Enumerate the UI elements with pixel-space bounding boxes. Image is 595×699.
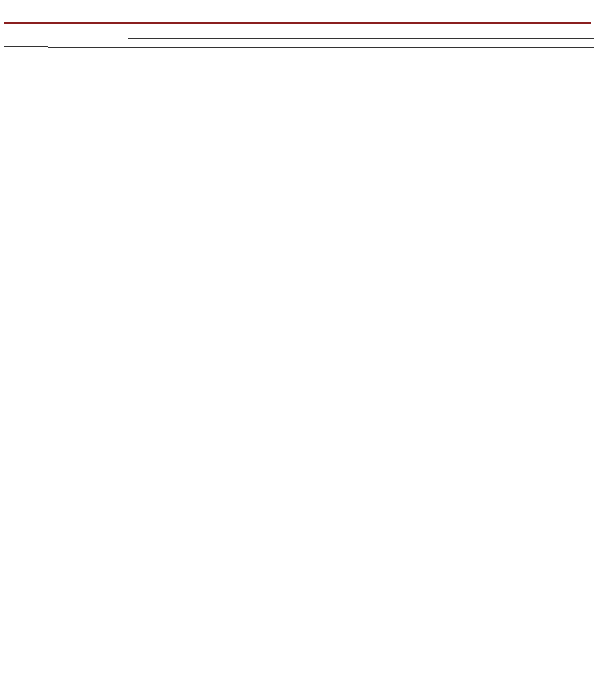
header-period-last-week (174, 30, 306, 39)
header-row-units (48, 39, 594, 48)
price-table-wrap (48, 30, 594, 48)
header-unit (174, 39, 220, 48)
header-unit (306, 39, 352, 48)
figure-title (4, 4, 591, 24)
header-change (524, 39, 594, 48)
header-change (392, 39, 438, 48)
header-unit (438, 39, 484, 48)
header-period-current (128, 30, 174, 39)
header-change (260, 39, 306, 48)
header-change (352, 39, 392, 48)
header-region (48, 30, 128, 48)
header-period-last-month (306, 30, 438, 39)
header-unit (220, 39, 260, 48)
price-table (48, 30, 594, 48)
header-row-periods (48, 30, 594, 39)
header-unit (128, 39, 174, 48)
header-change (484, 39, 524, 48)
header-product (4, 30, 48, 47)
header-period-last-year (438, 30, 594, 39)
